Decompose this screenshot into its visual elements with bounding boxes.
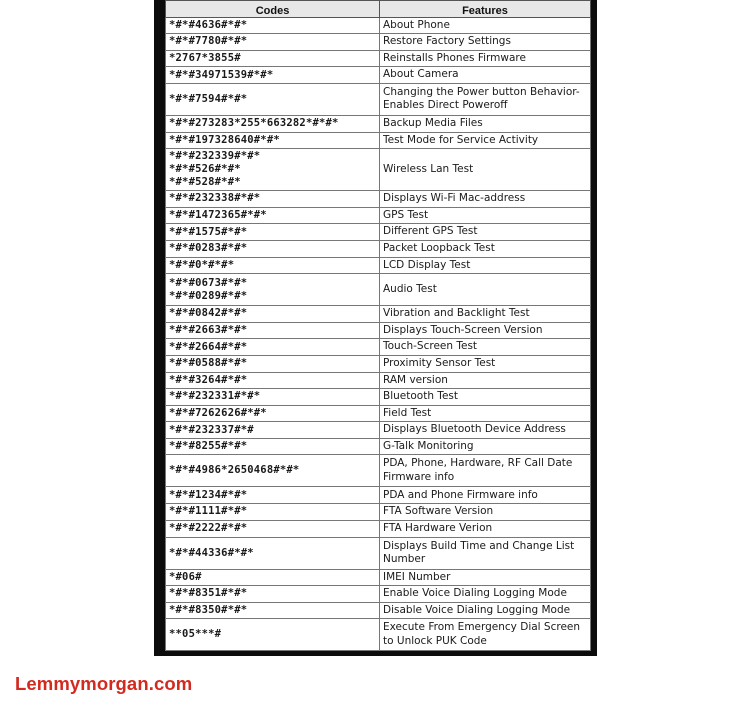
code-text: *#*#232339#*#* [169, 150, 261, 163]
code-text: *#*#1575#*#* [169, 225, 248, 238]
codes-table-top [165, 0, 591, 520]
feature-cell: Packet Loopback Test [380, 240, 591, 257]
codes-column-header: Codes [166, 1, 380, 18]
feature-cell: Touch-Screen Test [380, 339, 591, 356]
code-cell [166, 17, 380, 34]
feature-cell: Displays Touch-Screen Version [380, 322, 591, 339]
feature-cell: Displays Bluetooth Device Address [380, 422, 591, 439]
table-row [166, 132, 591, 149]
table-row [166, 619, 591, 651]
code-text: *#*#0*#*#* [169, 258, 235, 271]
code-text: *#*#2664#*#* [169, 340, 248, 353]
codes-table-body-bottom [166, 521, 591, 651]
table-row [166, 422, 591, 439]
codes-table-bottom [165, 520, 591, 651]
code-cell [166, 306, 380, 323]
code-text: *#*#8351#*#* [169, 587, 248, 600]
code-text: *#*#1472365#*#* [169, 209, 267, 222]
feature-cell: Changing the Power button Behavior-Enables Direct Poweroff [380, 83, 591, 115]
table-row [166, 34, 591, 51]
code-cell [166, 586, 380, 603]
code-text: *#*#0588#*#* [169, 357, 248, 370]
code-text: *#06# [169, 570, 202, 583]
code-text: *#*#232331#*#* [169, 390, 261, 403]
table-header-row [166, 1, 591, 18]
code-cell [166, 224, 380, 241]
code-text: *#*#232337#*# [169, 423, 254, 436]
code-text: *#*#0289#*#* [169, 289, 248, 302]
table-row [166, 405, 591, 422]
code-text: *#*#197328640#*#* [169, 133, 280, 146]
code-text: *#*#0283#*#* [169, 242, 248, 255]
code-text: *#*#4636#*#* [169, 18, 248, 31]
table-row [166, 67, 591, 84]
code-text: *#*#0673#*#* [169, 276, 248, 289]
code-text: *#*#273283*255*663282*#*#* [169, 117, 339, 130]
code-cell [166, 405, 380, 422]
code-cell [166, 537, 380, 569]
code-cell [166, 50, 380, 67]
feature-cell: Bluetooth Test [380, 389, 591, 406]
feature-cell: About Camera [380, 67, 591, 84]
code-text: *#*#528#*#* [169, 176, 241, 189]
code-text: *#*#7262626#*#* [169, 406, 267, 419]
code-text: *2767*3855# [169, 52, 241, 65]
code-cell [166, 149, 380, 191]
feature-cell: G-Talk Monitoring [380, 438, 591, 455]
table-row [166, 504, 591, 520]
codes-table-panel-bottom [154, 520, 597, 656]
feature-cell: GPS Test [380, 207, 591, 224]
code-cell [166, 132, 380, 149]
code-text: *#*#44336#*#* [169, 546, 254, 559]
feature-cell: Displays Build Time and Change List Number [380, 537, 591, 569]
code-text: *#*#2222#*#* [169, 522, 248, 535]
code-cell [166, 438, 380, 455]
table-row [166, 455, 591, 487]
table-row [166, 191, 591, 208]
codes-table-panel-top [154, 0, 597, 520]
table-row [166, 355, 591, 372]
code-text: *#*#8255#*#* [169, 440, 248, 453]
table-row [166, 339, 591, 356]
code-text: *#*#232338#*#* [169, 192, 261, 205]
features-column-header: Features [380, 1, 591, 18]
table-row [166, 306, 591, 323]
code-cell [166, 455, 380, 487]
table-row [166, 274, 591, 306]
code-text: *#*#0842#*#* [169, 307, 248, 320]
feature-cell: About Phone [380, 17, 591, 34]
table-row [166, 149, 591, 191]
feature-cell: IMEI Number [380, 569, 591, 586]
code-text: *#*#3264#*#* [169, 373, 248, 386]
code-text: *#*#4986*2650468#*#* [169, 464, 300, 477]
code-cell [166, 257, 380, 274]
feature-cell: PDA, Phone, Hardware, RF Call Date Firmware info [380, 455, 591, 487]
table-row [166, 372, 591, 389]
feature-cell: Field Test [380, 405, 591, 422]
code-cell [166, 83, 380, 115]
code-cell [166, 619, 380, 651]
code-cell [166, 355, 380, 372]
site-watermark: Lemmymorgan.com [15, 673, 193, 694]
code-text: *#*#526#*#* [169, 163, 241, 176]
code-text: *#*#2663#*#* [169, 324, 248, 337]
code-cell [166, 34, 380, 51]
table-row [166, 257, 591, 274]
table-row [166, 322, 591, 339]
table-row [166, 569, 591, 586]
code-cell [166, 339, 380, 356]
table-row [166, 389, 591, 406]
feature-cell: FTA Hardware Verion [380, 521, 591, 538]
codes-table-body-top [166, 17, 591, 520]
code-cell [166, 207, 380, 224]
table-row [166, 83, 591, 115]
code-cell [166, 372, 380, 389]
code-cell [166, 487, 380, 504]
code-cell [166, 67, 380, 84]
table-row [166, 224, 591, 241]
feature-cell: FTA Software Version [380, 504, 591, 520]
feature-cell: Execute From Emergency Dial Screen to Unlock PUK Code [380, 619, 591, 651]
table-row [166, 602, 591, 619]
code-text: *#*#7780#*#* [169, 35, 248, 48]
table-row [166, 17, 591, 34]
feature-cell: Wireless Lan Test [380, 149, 591, 191]
feature-cell: PDA and Phone Firmware info [380, 487, 591, 504]
table-row [166, 487, 591, 504]
code-text: *#*#8350#*#* [169, 604, 248, 617]
code-cell [166, 191, 380, 208]
code-text: **05***# [169, 628, 222, 641]
code-cell [166, 521, 380, 538]
code-text: *#*#1111#*#* [169, 505, 248, 518]
code-cell [166, 240, 380, 257]
code-cell [166, 115, 380, 132]
code-cell [166, 422, 380, 439]
feature-cell: Audio Test [380, 274, 591, 306]
feature-cell: Enable Voice Dialing Logging Mode [380, 586, 591, 603]
code-cell [166, 322, 380, 339]
code-cell [166, 569, 380, 586]
table-row [166, 50, 591, 67]
feature-cell: LCD Display Test [380, 257, 591, 274]
code-cell [166, 389, 380, 406]
table-row [166, 240, 591, 257]
code-text: *#*#7594#*#* [169, 92, 248, 105]
feature-cell: Proximity Sensor Test [380, 355, 591, 372]
feature-cell: Restore Factory Settings [380, 34, 591, 51]
table-row [166, 537, 591, 569]
feature-cell: Backup Media Files [380, 115, 591, 132]
feature-cell: Disable Voice Dialing Logging Mode [380, 602, 591, 619]
feature-cell: Test Mode for Service Activity [380, 132, 591, 149]
table-row [166, 521, 591, 538]
code-cell [166, 504, 380, 520]
feature-cell: RAM version [380, 372, 591, 389]
table-row [166, 207, 591, 224]
feature-cell: Different GPS Test [380, 224, 591, 241]
code-text: *#*#34971539#*#* [169, 68, 274, 81]
table-row [166, 115, 591, 132]
code-cell [166, 274, 380, 306]
feature-cell: Vibration and Backlight Test [380, 306, 591, 323]
table-row [166, 586, 591, 603]
code-text: *#*#1234#*#* [169, 488, 248, 501]
feature-cell: Reinstalls Phones Firmware [380, 50, 591, 67]
table-row [166, 438, 591, 455]
code-cell [166, 602, 380, 619]
feature-cell: Displays Wi-Fi Mac-address [380, 191, 591, 208]
